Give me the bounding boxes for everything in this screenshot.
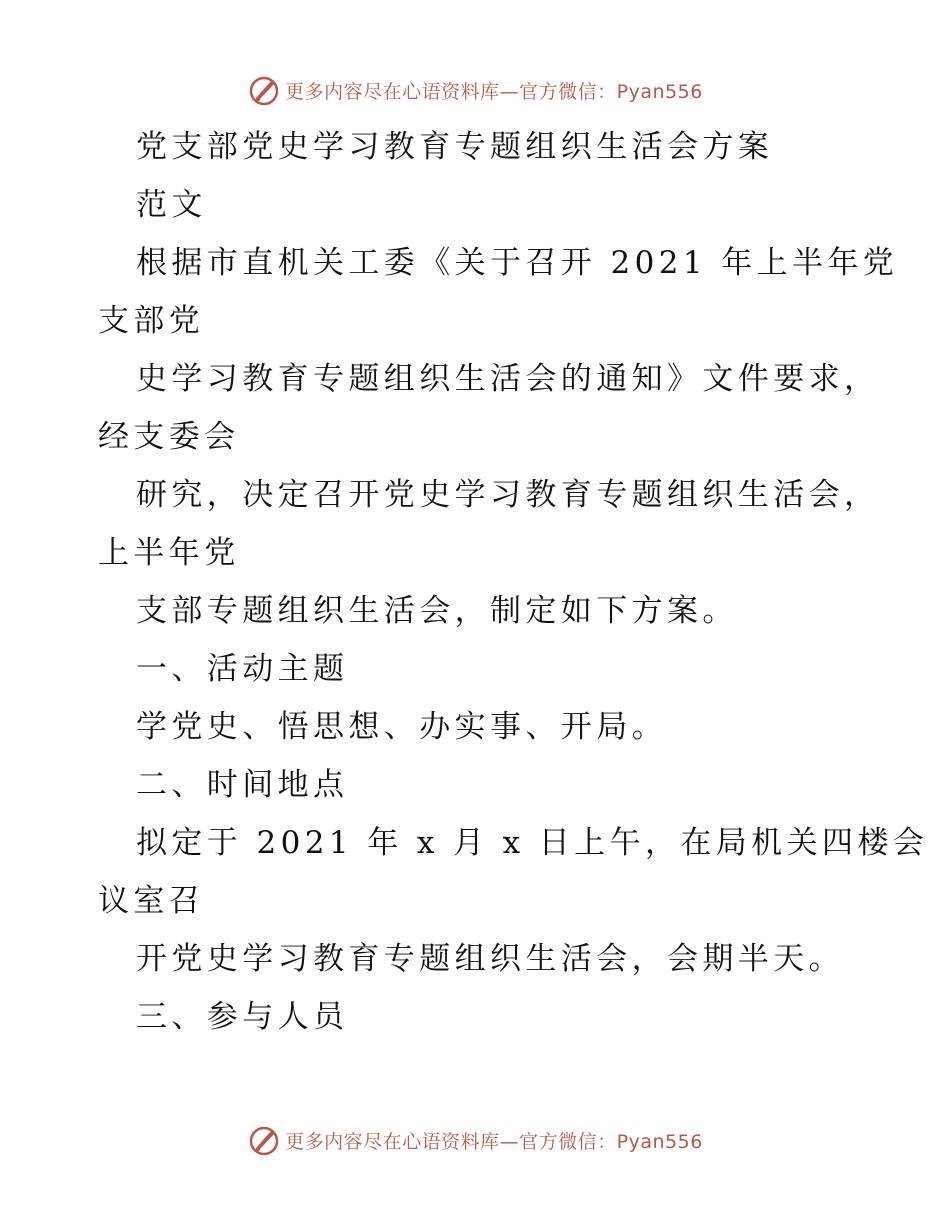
- watermark-text: 更多内容尽在心语资料库—官方微信：Pyan556: [285, 80, 703, 103]
- header-watermark: [0, 70, 950, 110]
- paragraph-line: 学党史、悟思想、办实事、开局。: [136, 709, 667, 745]
- watermark-text: 更多内容尽在心语资料库—官方微信：Pyan556: [285, 1130, 703, 1153]
- paragraph-line: 史学习教育专题组织生活会的通知》文件要求，: [136, 361, 880, 397]
- pen-logo-icon: [247, 1123, 281, 1157]
- paragraph-line: 经支委会: [98, 419, 240, 455]
- paragraph-line: 开党史学习教育专题组织生活会，会期半天。: [136, 941, 844, 977]
- paragraph-line: 上半年党: [98, 535, 240, 571]
- paragraph-line: 议室召: [98, 883, 205, 919]
- paragraph-line: 拟定于 2021 年 x 月 x 日上午，在局机关四楼会: [136, 825, 929, 861]
- document-body: [98, 118, 929, 1046]
- paragraph-line: 根据市直机关工委《关于召开 2021 年上半年党: [136, 245, 899, 281]
- section-heading: 二、时间地点: [136, 767, 349, 803]
- paragraph-line: 支部党: [98, 303, 205, 339]
- doc-title-line-2: 范文: [136, 187, 207, 223]
- section-heading: 三、参与人员: [136, 999, 349, 1035]
- paragraph-line: 研究，决定召开党史学习教育专题组织生活会，: [136, 477, 880, 513]
- footer-watermark: [0, 1120, 950, 1160]
- doc-title-line-1: 党支部党史学习教育专题组织生活会方案: [136, 129, 774, 165]
- paragraph-line: 支部专题组织生活会，制定如下方案。: [136, 593, 738, 629]
- section-heading: 一、活动主题: [136, 651, 349, 687]
- pen-logo-icon: [247, 73, 281, 107]
